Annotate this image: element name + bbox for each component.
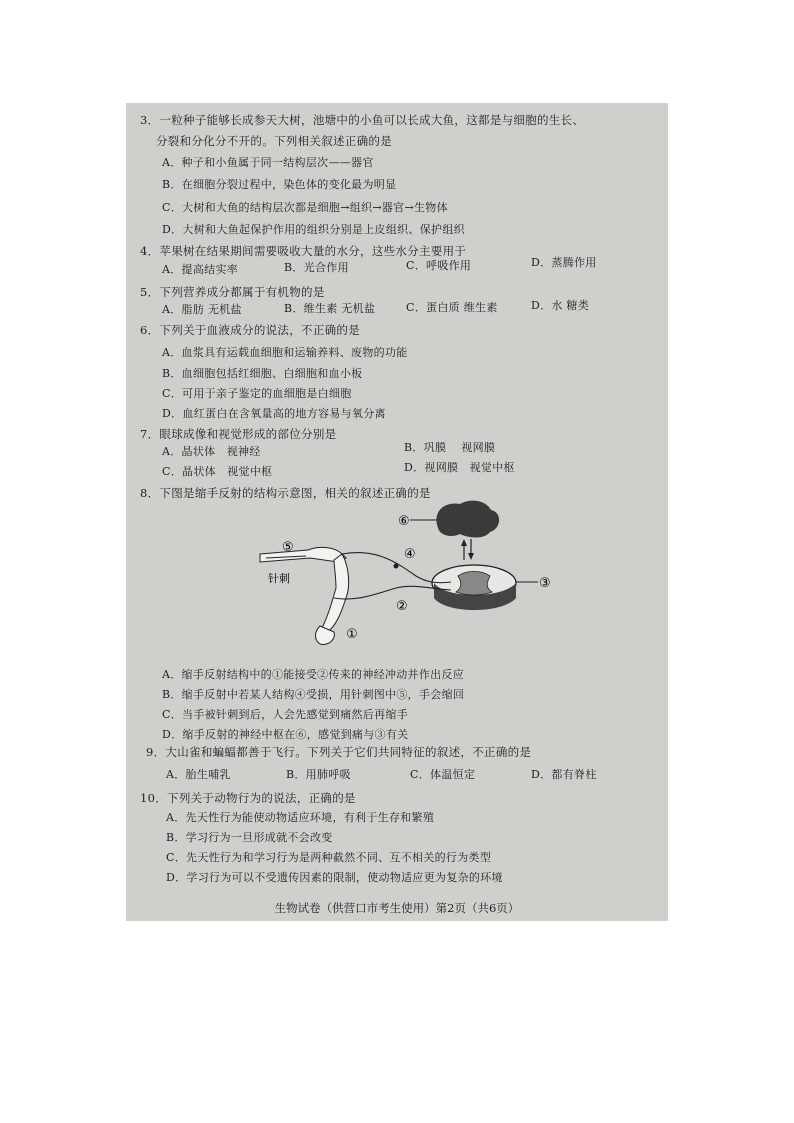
q6-option-b: B．血细胞包括红细胞、白细胞和血小板 [162, 367, 363, 380]
q4-stem: 4．苹果树在结果期间需要吸收大量的水分，这些水分主要用于 [140, 244, 467, 258]
q6-stem: 6．下列关于血液成分的说法，不正确的是 [140, 323, 361, 337]
label-3: ③ [539, 576, 551, 591]
q8-stem: 8．下图是缩手反射的结构示意图，相关的叙述正确的是 [140, 486, 431, 500]
q5-option-b: B．维生素 无机盐 [284, 302, 376, 315]
q3-option-a: A．种子和小鱼属于同一结构层次——器官 [162, 156, 374, 169]
q5-option-d: D．水 糖类 [531, 299, 590, 312]
forearm [322, 554, 349, 630]
label-6: ⑥ [398, 514, 410, 529]
exam-page [126, 103, 668, 921]
q5-option-c: C．蛋白质 维生素 [406, 301, 498, 314]
q5-stem: 5．下列营养成分都属于有机物的是 [140, 285, 325, 299]
q7-stem: 7．眼球成像和视觉形成的部位分别是 [140, 427, 337, 441]
q10-option-a: A．先天性行为能使动物适应环境，有利于生存和繁殖 [166, 811, 435, 824]
label-1: ① [346, 627, 358, 642]
q8-option-d: D．缩手反射的神经中枢在⑥，感觉到痛与③有关 [162, 728, 409, 741]
q3-stem-line2: 分裂和分化分不开的。下列相关叙述正确的是 [156, 134, 392, 148]
q7-option-b: B．巩膜 视网膜 [404, 441, 496, 454]
brain-shape [436, 501, 499, 538]
q8-option-a: A．缩手反射结构中的①能接受②传来的神经冲动并作出反应 [162, 668, 465, 681]
q5-option-a: A．脂肪 无机盐 [162, 303, 242, 316]
q3-stem-line1: 3．一粒种子能够长成参天大树，池塘中的小鱼可以长成大鱼，这都是与细胞的生长、 [140, 113, 585, 127]
efferent-nerve [334, 586, 451, 599]
q6-option-a: A．血浆具有运载血细胞和运输养料、废物的功能 [162, 346, 408, 359]
q10-option-d: D．学习行为可以不受遗传因素的限制，使动物适应更为复杂的环境 [166, 871, 503, 884]
q10-option-c: C．先天性行为和学习行为是两种截然不同、互不相关的行为类型 [166, 851, 492, 864]
gray-matter [456, 572, 492, 596]
q9-option-b: B．用肺呼吸 [286, 768, 351, 781]
q9-option-d: D．都有脊柱 [531, 768, 597, 781]
q3-option-c: C．大树和大鱼的结构层次都是细胞→组织→器官→生物体 [162, 201, 448, 214]
ganglion [394, 564, 399, 569]
q7-option-a: A．晶状体 视神经 [162, 445, 261, 458]
label-2: ② [396, 599, 408, 614]
q3-option-b: B．在细胞分裂过程中，染色体的变化最为明显 [162, 178, 397, 191]
q8-option-c: C．当手被针刺到后，人会先感觉到痛然后再缩手 [162, 708, 409, 721]
page-footer: 生物试卷（供营口市考生使用）第2页（共6页） [274, 901, 520, 915]
q3-option-d: D．大树和大鱼起保护作用的组织分别是上皮组织、保护组织 [162, 223, 465, 236]
q9-stem: 9．大山雀和蝙蝠都善于飞行。下列关于它们共同特征的叙述，不正确的是 [146, 745, 532, 759]
reflex-arc-diagram [246, 498, 551, 653]
q10-option-b: B．学习行为一旦形成就不会改变 [166, 831, 333, 844]
q4-option-c: C．呼吸作用 [406, 259, 472, 272]
q7-option-c: C．晶状体 视觉中枢 [162, 465, 273, 478]
q7-option-d: D．视网膜 视觉中枢 [404, 461, 515, 474]
q10-stem: 10．下列关于动物行为的说法，正确的是 [140, 791, 356, 805]
q4-option-d: D．蒸腾作用 [531, 256, 597, 269]
q9-option-a: A．胎生哺乳 [166, 768, 231, 781]
arm-upper [260, 547, 346, 562]
q9-option-c: C．体温恒定 [410, 768, 476, 781]
q8-option-b: B．缩手反射中若某人结构④受损，用针刺图中⑤，手会缩回 [162, 688, 465, 701]
label-5: ⑤ [282, 540, 294, 555]
q6-option-c: C．可用于亲子鉴定的血细胞是白细胞 [162, 387, 352, 400]
q6-option-d: D．血红蛋白在含氧量高的地方容易与氧分离 [162, 407, 386, 420]
q4-option-b: B．光合作用 [284, 261, 349, 274]
label-4: ④ [404, 547, 416, 562]
label-needle: 针刺 [268, 572, 290, 585]
q4-option-a: A．提高结实率 [162, 263, 239, 276]
